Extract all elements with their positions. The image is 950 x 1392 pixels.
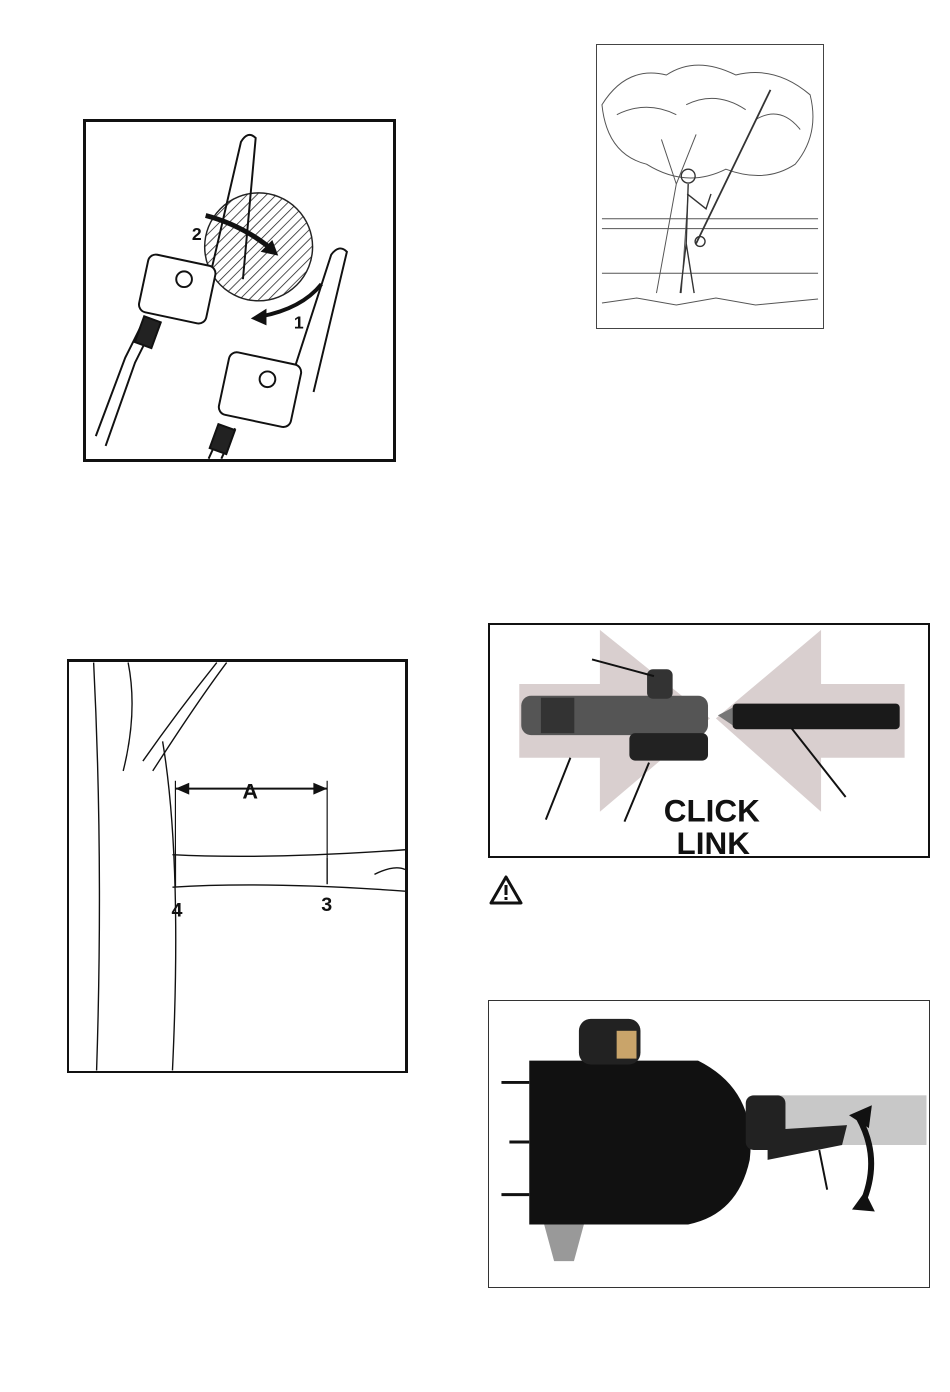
step-label-2: 2 xyxy=(191,223,202,244)
step-label-1: 1 xyxy=(293,312,304,333)
pointer-housing xyxy=(546,758,571,820)
click-caption: CLICK xyxy=(663,793,760,829)
branch-cross-section xyxy=(205,193,313,301)
warning-triangle-icon xyxy=(489,875,523,905)
distance-label-a: A xyxy=(242,778,259,804)
tree-trunk-left xyxy=(94,663,100,1071)
limb-bottom xyxy=(172,885,405,891)
locking-knob xyxy=(647,669,673,698)
nose-guard xyxy=(544,1224,584,1261)
tree-limb-illustration xyxy=(69,662,405,1071)
dimension-arrow-right xyxy=(313,783,327,795)
figure-cut-sequence xyxy=(83,119,396,462)
cut-label-4: 4 xyxy=(171,899,183,922)
figure-click-link xyxy=(488,623,930,858)
head-angle-illustration xyxy=(489,1001,929,1287)
operator-pruning-illustration xyxy=(597,45,823,328)
connecting-tube xyxy=(733,704,900,730)
arrow-step-1-head xyxy=(251,309,267,326)
limb-top xyxy=(172,850,405,857)
link-caption: LINK xyxy=(676,826,750,856)
cut-sequence-illustration xyxy=(86,122,393,459)
pointer-lever xyxy=(819,1150,827,1190)
cut-label-3: 3 xyxy=(321,893,333,916)
figure-operator-pruning xyxy=(596,44,824,329)
click-link-illustration xyxy=(490,625,928,856)
pole-saw xyxy=(696,90,770,244)
lock-lever xyxy=(629,733,708,761)
operator-figure xyxy=(680,90,770,293)
figure-head-angle xyxy=(488,1000,930,1288)
motor-housing xyxy=(529,1061,750,1225)
dimension-arrow-left xyxy=(175,783,189,795)
figure-tree-limb xyxy=(67,659,408,1073)
